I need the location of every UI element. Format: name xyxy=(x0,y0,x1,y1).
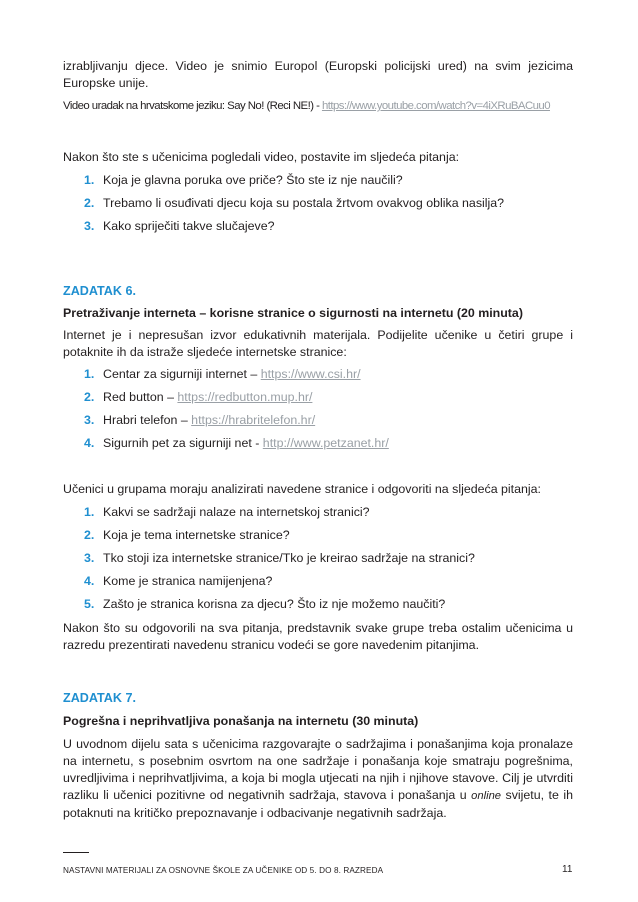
task7-paragraph: U uvodnom dijelu sata s učenicima razgovarajte o sadržajima i ponašanjima koja pronalaze na internetu, s posebnim osvrtom na one sadržaje i ponašanja koje smatraju pogrešnima, uvredljivima i neprihvatljivima, a koja bi mogla utjecati na njih i njihove stavove. Cilj je utvrditi razliku li učenici pozitivne od negativnih sadržaja, stavova i ponašanja u online svijetu, te ih potaknuti na kritičko prepoznavanje i odbacivanje negativnih sadržaja. xyxy=(63,737,573,820)
page-number: 11 xyxy=(562,864,573,875)
task6-paragraph: Internet je i nepresušan izvor edukativnih materijala. Podijelite učenike u četiri grupe i potaknite ih da istraže sljedeće internetske stranice: xyxy=(63,328,573,359)
task6-questions-intro: Učenici u grupama moraju analizirati navedene stranice i odgovoriti na sljedeća pitanja: xyxy=(63,482,541,496)
list-item: 2. Koja je tema internetske stranice? xyxy=(84,528,290,542)
task7-subheading: Pogrešna i neprihvatljiva ponašanja na internetu (30 minuta) xyxy=(63,714,419,728)
list-item: 1. Kakvi se sadržaji nalaze na internetskoj stranici? xyxy=(84,505,370,519)
task6-questions-list xyxy=(84,504,574,619)
list-item: 3. Hrabri telefon – https://hrabritelefon.hr/ xyxy=(84,413,316,427)
site-link[interactable]: https://hrabritelefon.hr/ xyxy=(191,413,316,427)
questions-intro: Nakon što ste s učenicima pogledali video, postavite im sljedeća pitanja: xyxy=(63,150,460,164)
online-term: online xyxy=(471,790,502,802)
task6-subheading: Pretraživanje interneta – korisne stranice o sigurnosti na internetu (20 minuta) xyxy=(63,306,523,320)
task6-heading: ZADATAK 6. xyxy=(63,284,136,298)
task7-heading: ZADATAK 7. xyxy=(63,691,136,705)
site-link[interactable]: http://www.petzanet.hr/ xyxy=(262,436,389,450)
list-item: 1. Koja je glavna poruka ove priče? Što ste iz nje naučili? xyxy=(84,173,403,187)
task6-sites-list xyxy=(84,366,574,458)
intro-questions-list xyxy=(84,172,574,241)
intro-paragraph: izrabljivanju djece. Video je snimio Europol (Europski policijski ured) na svim jezicima Europske unije. xyxy=(63,59,573,90)
site-link[interactable]: https://redbutton.mup.hr/ xyxy=(177,390,313,404)
list-item: 2. Red button – https://redbutton.mup.hr/ xyxy=(84,390,313,404)
footer-divider xyxy=(63,852,89,853)
video-line xyxy=(63,98,573,115)
list-item: 3. Tko stoji iza internetske stranice/Tko je kreirao sadržaje na stranici? xyxy=(84,551,475,565)
list-item: 3. Kako spriječiti takve slučajeve? xyxy=(84,219,275,233)
video-link[interactable]: https://www.youtube.com/watch?v=4iXRuBACuu0 xyxy=(321,100,550,112)
task6-closing: Nakon što su odgovorili na sva pitanja, predstavnik svake grupe treba ostalim učenicima u razredu prezentirati navedenu stranicu vodeći se gore navedenim pitanjima. xyxy=(63,621,573,652)
video-label: Video uradak na hrvatskome jeziku: Say No! (Reci NE!) - xyxy=(63,100,322,112)
list-item: 5. Zašto je stranica korisna za djecu? Što iz nje možemo naučiti? xyxy=(84,597,446,611)
site-link[interactable]: https://www.csi.hr/ xyxy=(260,367,361,381)
list-item: 4. Kome je stranica namijenjena? xyxy=(84,574,273,588)
list-item: 2. Trebamo li osuđivati djecu koja su postala žrtvom ovakvog oblika nasilja? xyxy=(84,196,505,210)
list-item: 1. Centar za sigurniji internet – https://www.csi.hr/ xyxy=(84,367,361,381)
footer-text: NASTAVNI MATERIJALI ZA OSNOVNE ŠKOLE ZA UČENIKE OD 5. DO 8. RAZREDA xyxy=(63,866,384,875)
list-item: 4. Sigurnih pet za sigurniji net - http://www.petzanet.hr/ xyxy=(84,436,389,450)
